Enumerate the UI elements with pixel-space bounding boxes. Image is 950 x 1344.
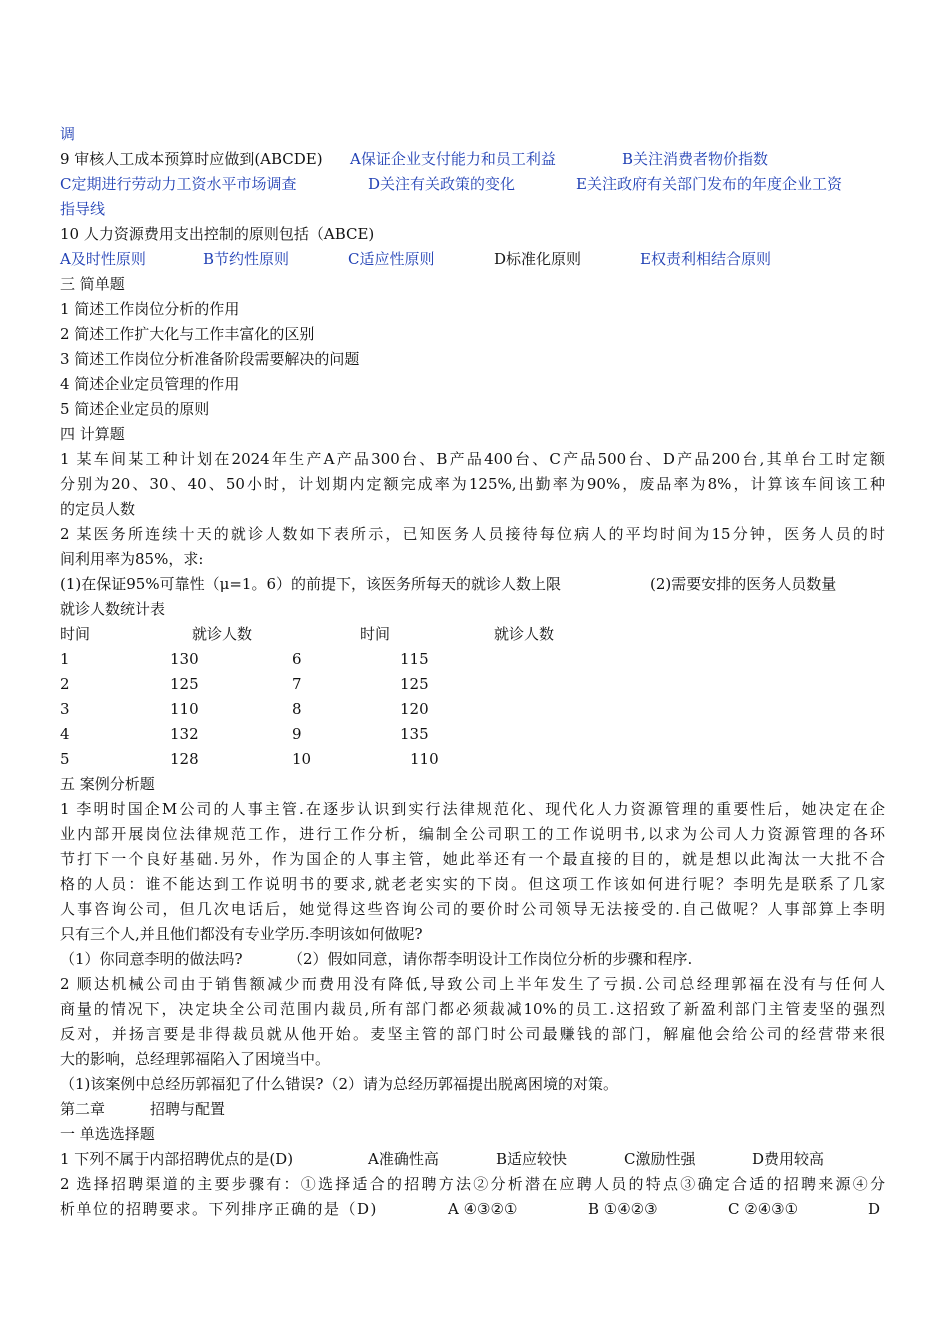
section3-item: 2 简述工作扩大化与工作丰富化的区别 [60, 325, 315, 343]
case1-line [60, 897, 885, 922]
calc-q2-text: 2 某医务所连续十天的就诊人数如下表所示，已知医务人员接待每位病人的平均时间为15分钟，医务人员的时 [60, 525, 885, 543]
ch2-q2-stem: 析单位的招聘要求。下列排序正确的是（D) [60, 1200, 378, 1218]
case2-text: 商量的情况下，决定块全公司范围内裁员,所有部门都必须裁减10%的员工.这招致了新盈利部门主管麦坚的强烈 [60, 1000, 885, 1018]
q10-option-c: C适应性原则 [348, 250, 435, 268]
table-cell: 120 [400, 700, 429, 718]
case1-line [60, 872, 885, 897]
ch2-q1 [60, 1147, 885, 1172]
q9-stem: 9 审核人工成本预算时应做到(ABCDE) [60, 150, 323, 168]
q9-line2 [60, 172, 885, 197]
case1-line [60, 797, 885, 822]
q10-option-b: B节约性原则 [203, 250, 290, 268]
calc-q1-line: 的定员人数 [60, 500, 136, 518]
case1-line [60, 822, 885, 847]
ch2-q1-option-a: A准确性高 [368, 1150, 439, 1168]
case1-text: 人事咨询公司，但几次电话后，她觉得这些咨询公司的要价时公司领导无法接受的.自己做呢？人事部算上李明 [60, 900, 885, 918]
case2-text: 反对，并扬言要是非得裁员就从他开始。麦坚主管的部门时公司最赚钱的部门，解雇他会给公司的经营带来很 [60, 1025, 885, 1043]
q10-stem: 10 人力资源费用支出控制的原则包括（ABCE) [60, 225, 375, 243]
table-cell: 6 [292, 650, 302, 668]
table-cell: 115 [400, 650, 429, 668]
table-header: 时间 [60, 625, 91, 643]
table-header: 就诊人数 [494, 625, 555, 643]
table-cell: 10 [292, 750, 312, 768]
table-header: 时间 [360, 625, 391, 643]
table-cell: 130 [170, 650, 199, 668]
ch2-q2-option-c: C ②④③① [728, 1200, 799, 1218]
table-cell: 4 [60, 725, 70, 743]
case1-text: 1 李明时国企M公司的人事主管.在逐步认识到实行法律规范化、现代化人力资源管理的重要性后，她决定在企 [60, 800, 885, 818]
table-cell: 9 [292, 725, 302, 743]
table-cell: 135 [400, 725, 429, 743]
table-title: 就诊人数统计表 [60, 600, 166, 618]
table-cell: 5 [60, 750, 70, 768]
table-cell: 110 [410, 750, 439, 768]
table-row [60, 672, 885, 697]
table-header-row [60, 622, 885, 647]
case1-q2: （2）假如同意，请你帮李明设计工作岗位分析的步骤和程序. [288, 950, 693, 968]
visits-table [60, 622, 885, 772]
q9-line1 [60, 147, 885, 172]
ch2-q1-option-b: B适应较快 [496, 1150, 568, 1168]
table-cell: 128 [170, 750, 199, 768]
calc-q1-text: 1 某车间某工种计划在2024年生产A产品300台、B产品400台、C产品500台、D产品200台,其单台工时定额 [60, 450, 885, 468]
q9-option-e: E关注政府有关部门发布的年度企业工资 [576, 175, 842, 193]
ch2-q1-option-d: D费用较高 [752, 1150, 825, 1168]
document-page [60, 122, 885, 1222]
section3-title: 三 简单题 [60, 275, 125, 293]
table-cell: 125 [170, 675, 199, 693]
q9-line3: 指导线 [60, 200, 106, 218]
ch2-q2-option-d: D [868, 1200, 881, 1218]
table-cell: 8 [292, 700, 302, 718]
calc-q1-line [60, 447, 885, 472]
calc-q2-line: 间利用率为85%，求: [60, 550, 204, 568]
calc-q2-subquestions [60, 572, 885, 597]
table-cell: 110 [170, 700, 199, 718]
section5-title: 五 案例分析题 [60, 775, 155, 793]
case1-line [60, 847, 885, 872]
table-cell: 1 [60, 650, 70, 668]
ch2-q2-option-a: A ④③②① [448, 1200, 518, 1218]
case2-text: 2 顺达机械公司由于销售额减少而费用没有降低,导致公司上半年发生了亏损.公司总经理郭福在没有与任何人 [60, 975, 885, 993]
section3-item: 5 简述企业定员的原则 [60, 400, 210, 418]
case1-line: 只有三个人,并且他们都没有专业学历.李明该如何做呢? [60, 925, 423, 943]
case1-questions [60, 947, 885, 972]
table-row [60, 697, 885, 722]
chapter-heading [60, 1097, 885, 1122]
q10-options [60, 247, 885, 272]
calc-q2-line [60, 522, 885, 547]
table-cell: 132 [170, 725, 199, 743]
q10-option-d: D标准化原则 [494, 250, 582, 268]
section3-item: 3 简述工作岗位分析准备阶段需要解决的问题 [60, 350, 360, 368]
case1-q1: （1）你同意李明的做法吗? [60, 950, 243, 968]
calc-q2-sub2: (2)需要安排的医务人员数量 [650, 575, 837, 593]
calc-q1-text: 分别为20、30、40、50小时，计划期内定额完成率为125%,出勤率为90%，废品率为8%，计算该车间该工种 [60, 475, 885, 493]
case2-questions: （1)该案例中总经历郭福犯了什么错误?（2）请为总经历郭福提出脱离困境的对策。 [60, 1075, 618, 1093]
ch2-q2-line1 [60, 1172, 885, 1197]
table-row [60, 722, 885, 747]
section4-title: 四 计算题 [60, 425, 125, 443]
case1-text: 格的人员：谁不能达到工作说明书的要求,就老老实实的下岗。但这项工作该如何进行呢？李明先是联系了几家 [60, 875, 885, 893]
table-header: 就诊人数 [192, 625, 253, 643]
section3-item: 1 简述工作岗位分析的作用 [60, 300, 240, 318]
table-row [60, 747, 885, 772]
calc-q2-sub1: (1)在保证95%可靠性（μ=1。6）的前提下，该医务所每天的就诊人数上限 [60, 575, 561, 593]
q8-tail: 调 [60, 125, 76, 143]
q10-option-a: A及时性原则 [60, 250, 146, 268]
q9-option-c: C定期进行劳动力工资水平市场调查 [60, 175, 297, 193]
calc-q1-line [60, 472, 885, 497]
table-row [60, 647, 885, 672]
q9-option-b: B关注消费者物价指数 [622, 150, 769, 168]
table-cell: 3 [60, 700, 70, 718]
case1-text: 业内部开展岗位法律规范工作，进行工作分析，编制全公司职工的工作说明书,以求为公司人力资源管理的各环 [60, 825, 885, 843]
q10-option-e: E权责利相结合原则 [640, 250, 771, 268]
ch2-q2-line2 [60, 1197, 885, 1222]
case2-line: 大的影响，总经理郭福陷入了困境当中。 [60, 1050, 331, 1068]
chapter-title: 招聘与配置 [150, 1100, 226, 1118]
chapter-label: 第二章 [60, 1100, 106, 1118]
table-cell: 7 [292, 675, 302, 693]
table-cell: 2 [60, 675, 70, 693]
table-cell: 125 [400, 675, 429, 693]
ch2-q1-stem: 1 下列不属于内部招聘优点的是(D) [60, 1150, 294, 1168]
ch2-q2-option-b: B ①④②③ [588, 1200, 658, 1218]
case2-line [60, 997, 885, 1022]
ch2-section1-title: 一 单选选择题 [60, 1125, 155, 1143]
section3-item: 4 简述企业定员管理的作用 [60, 375, 240, 393]
ch2-q1-option-c: C激励性强 [624, 1150, 696, 1168]
ch2-q2-text: 2 选择招聘渠道的主要步骤有：①选择适合的招聘方法②分析潜在应聘人员的特点③确定合适的招聘来源④分 [60, 1175, 885, 1193]
case2-line [60, 1022, 885, 1047]
case1-text: 节打下一个良好基础.另外，作为国企的人事主管，她此举还有一个最直接的目的，就是想以此淘汰一大批不合 [60, 850, 885, 868]
case2-line [60, 972, 885, 997]
q9-option-d: D关注有关政策的变化 [368, 175, 516, 193]
q9-option-a: A保证企业支付能力和员工利益 [350, 150, 556, 168]
